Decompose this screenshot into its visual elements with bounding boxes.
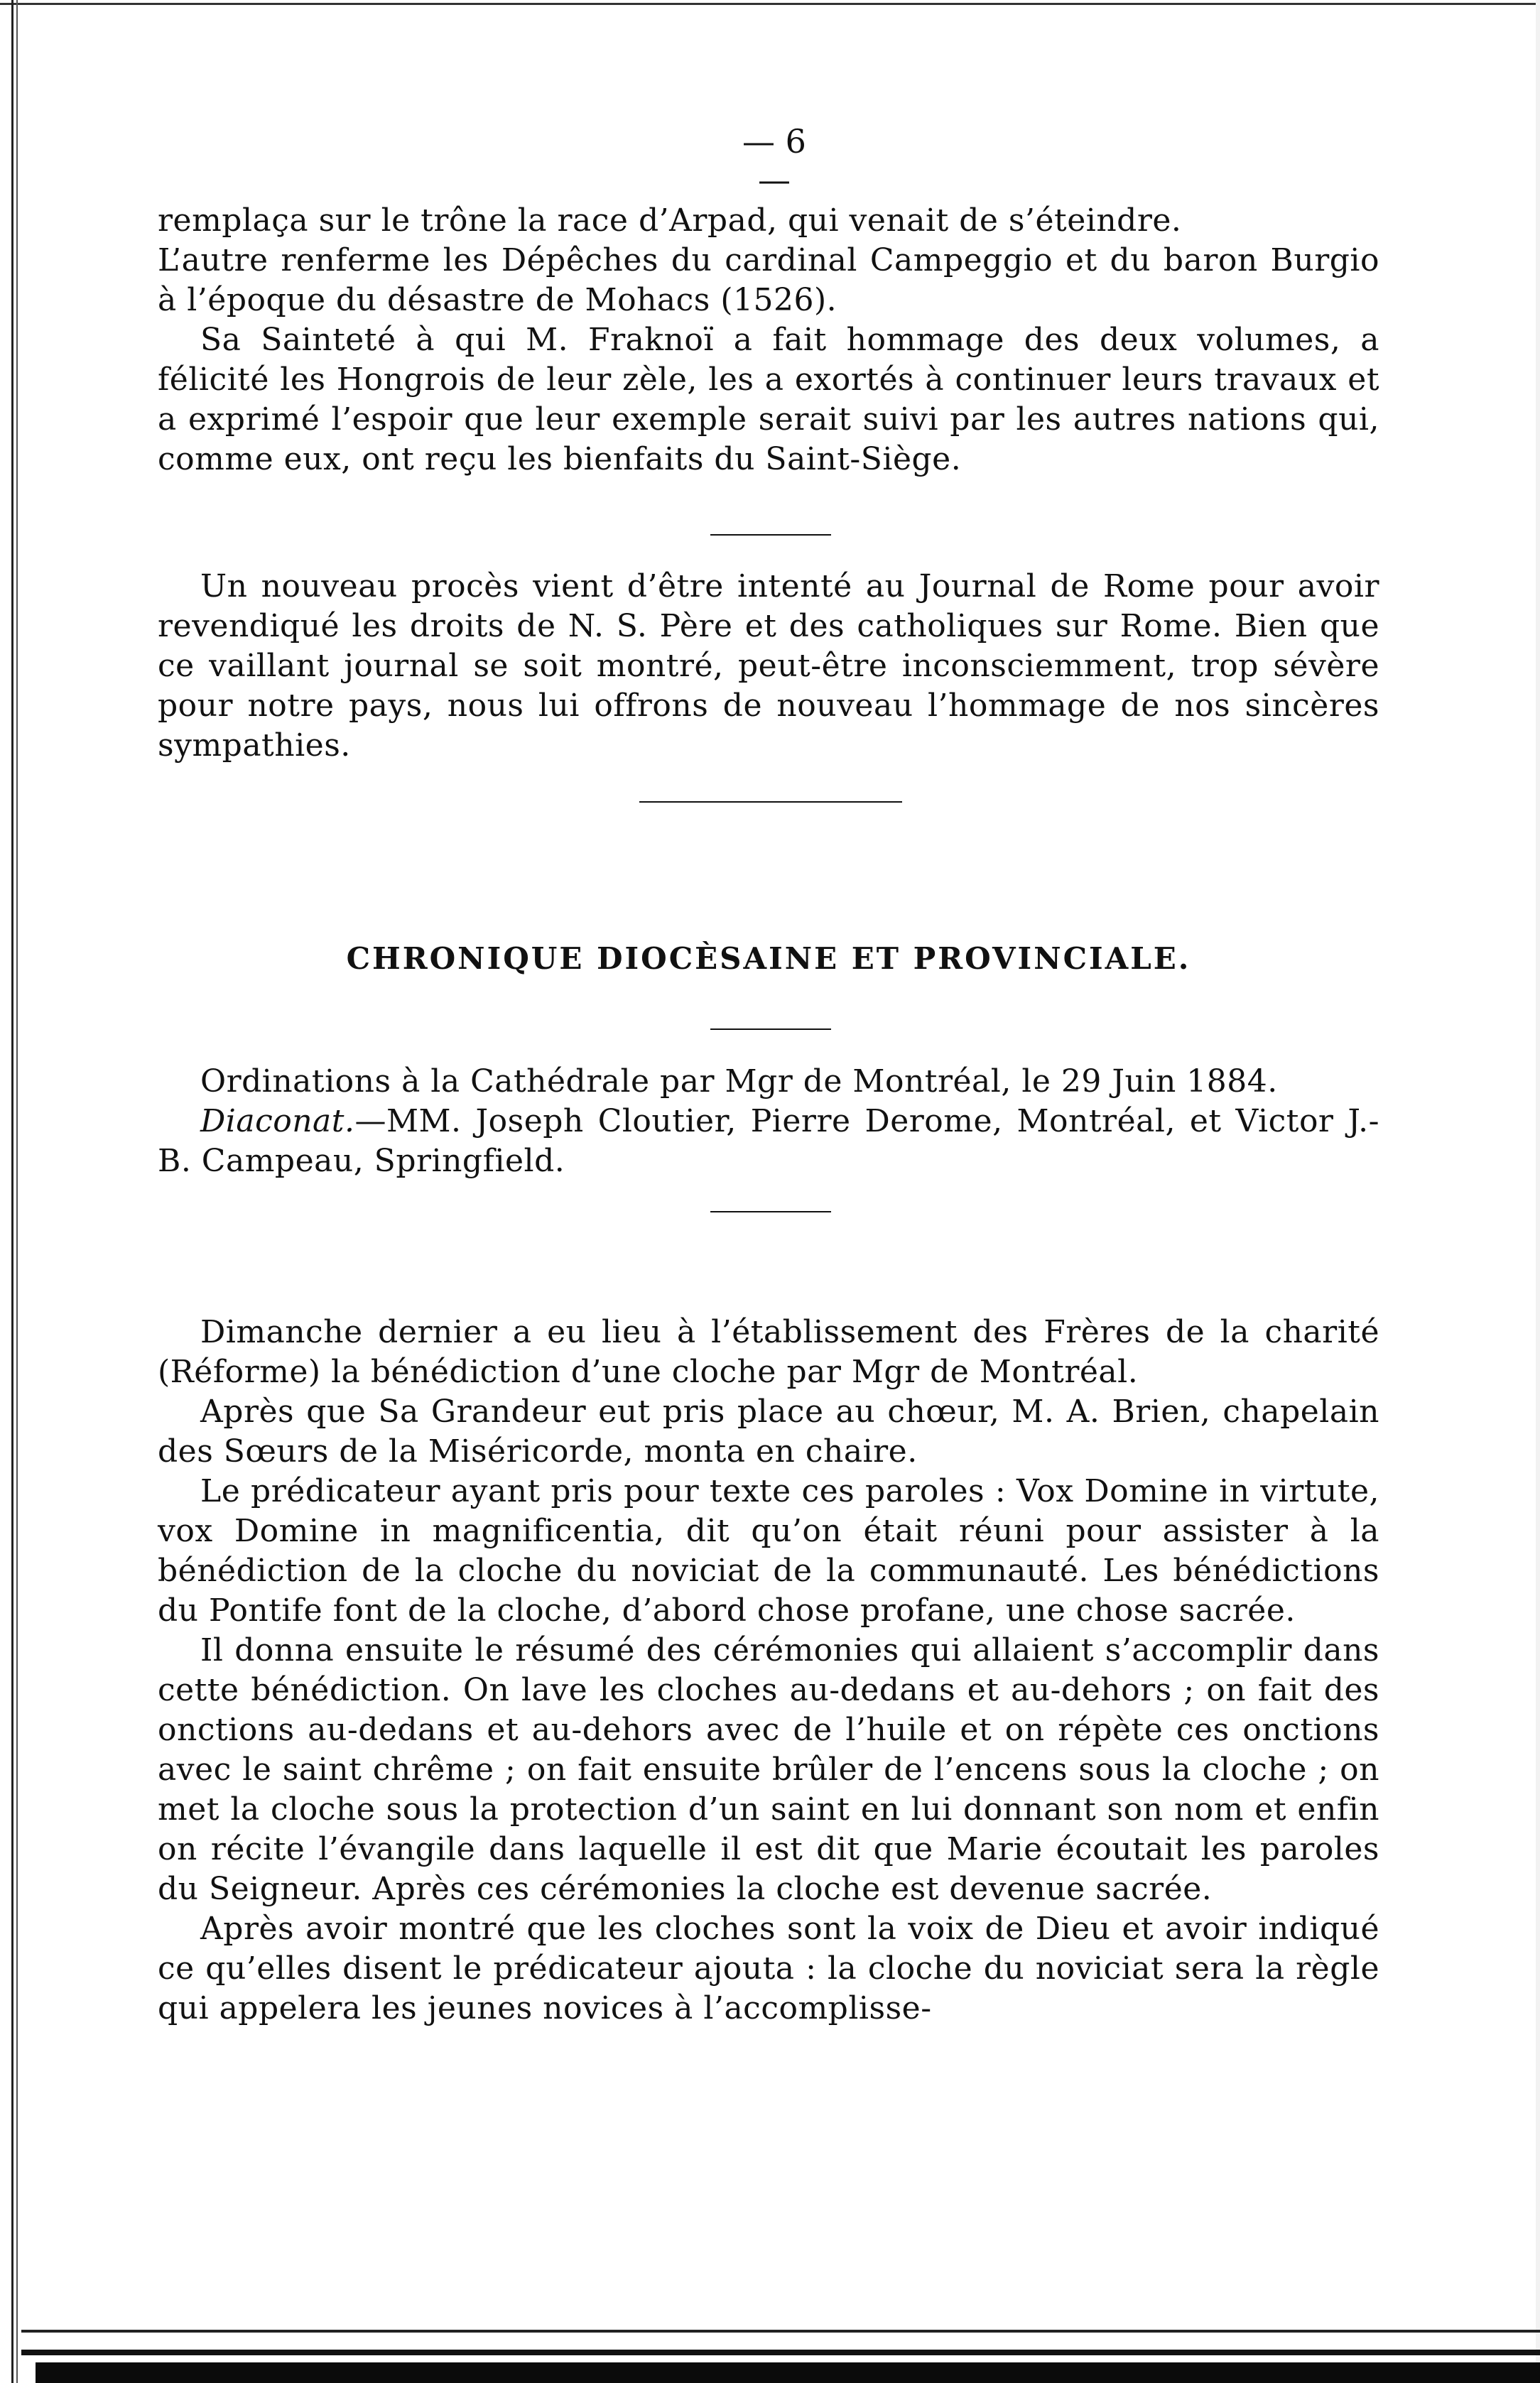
- scan-top-edge: [0, 0, 1540, 10]
- bottom-dark-band: [36, 2362, 1540, 2383]
- diaconat-text: —MM. Joseph Cloutier, Pierre Derome, Montréal, et Victor J.-B. Campeau, Springfield.: [158, 1103, 1379, 1179]
- bottom-rule-thin: [21, 2330, 1540, 2333]
- diaconat-label: Diaconat.: [200, 1103, 355, 1139]
- paragraph-2-text: L’autre renferme les Dépêches du cardinal Campeggio et du baron Burgio à l’époque du désastre de Mohacs (1526).: [158, 242, 1379, 318]
- page-number: — 6 —: [742, 122, 806, 199]
- section-4: [158, 1313, 1379, 2029]
- paragraph-1: remplaça sur le trône la race d’Arpad, qui venait de s’éteindre.: [158, 202, 1182, 239]
- paragraph-6: Après que Sa Grandeur eut pris place au chœur, M. A. Brien, chapelain des Sœurs de la Miséricorde, monta en chaire.: [158, 1394, 1379, 1470]
- scan-left-edge: [11, 0, 18, 2383]
- section-3: [158, 1062, 1379, 1181]
- separator-rule-1: [710, 534, 831, 536]
- separator-rule-3: [710, 1028, 831, 1030]
- scan-bottom-edge: [0, 2323, 1540, 2383]
- ordinations-title: Ordinations à la Cathédrale par Mgr de Montréal, le 29 Juin 1884.: [200, 1063, 1278, 1100]
- scan-right-edge: [1536, 0, 1540, 2383]
- paragraph-2: [158, 241, 1379, 320]
- diaconat-line: [158, 1102, 1379, 1181]
- section-1: [158, 201, 1379, 479]
- section-heading: CHRONIQUE DIOCÈSAINE ET PROVINCIALE.: [346, 941, 1191, 976]
- paragraph-4: Un nouveau procès vient d’être intenté au Journal de Rome pour avoir revendiqué les droits de N. S. Père et des catholiques sur Rome. Bien que ce vaillant journal se soit montré, peut-être inconsciemment, trop sévère pour notre pays, nous lui offrons de nouveau l’hommage de nos sincères sympathies.: [158, 568, 1379, 764]
- paragraph-9: Après avoir montré que les cloches sont la voix de Dieu et avoir indiqué ce qu’elles disent le prédicateur ajouta : la cloche du noviciat sera la règle qui appelera les jeunes novices à l’accomplisse-: [158, 1911, 1379, 2026]
- paragraph-7: Le prédicateur ayant pris pour texte ces paroles : Vox Domine in virtute, vox Domine in magnificentia, dit qu’on était réuni pour assister à la bénédiction de la cloche du noviciat de la communauté. Les bénédictions du Pontife font de la cloche, d’abord chose profane, une chose sacrée.: [158, 1473, 1379, 1629]
- paragraph-5: Dimanche dernier a eu lieu à l’établissement des Frères de la charité (Réforme) la bénédiction d’une cloche par Mgr de Montréal.: [158, 1314, 1379, 1390]
- section-2: [158, 567, 1379, 766]
- paragraph-8: Il donna ensuite le résumé des cérémonies qui allaient s’accomplir dans cette bénédiction. On lave les cloches au-dedans et au-dehors ; on fait des onctions au-dedans et au-dehors avec de l’huile et on répète ces onctions avec le saint chrême ; on fait ensuite brûler de l’encens sous la cloche ; on met la cloche sous la protection d’un saint en lui donnant son nom et enfin on récite l’évangile dans laquelle il est dit que Marie écoutait les paroles du Seigneur. Après ces cérémonies la cloche est devenue sacrée.: [158, 1632, 1379, 1907]
- bottom-rule-thick: [21, 2350, 1540, 2355]
- paragraph-3: Sa Sainteté à qui M. Fraknoï a fait hommage des deux volumes, a félicité les Hongrois de leur zèle, les a exortés à continuer leurs travaux et a exprimé l’espoir que leur exemple serait suivi par les autres nations qui, comme eux, ont reçu les bienfaits du Saint-Siège.: [158, 322, 1379, 477]
- separator-rule-4: [710, 1211, 831, 1212]
- separator-rule-2: [639, 801, 902, 803]
